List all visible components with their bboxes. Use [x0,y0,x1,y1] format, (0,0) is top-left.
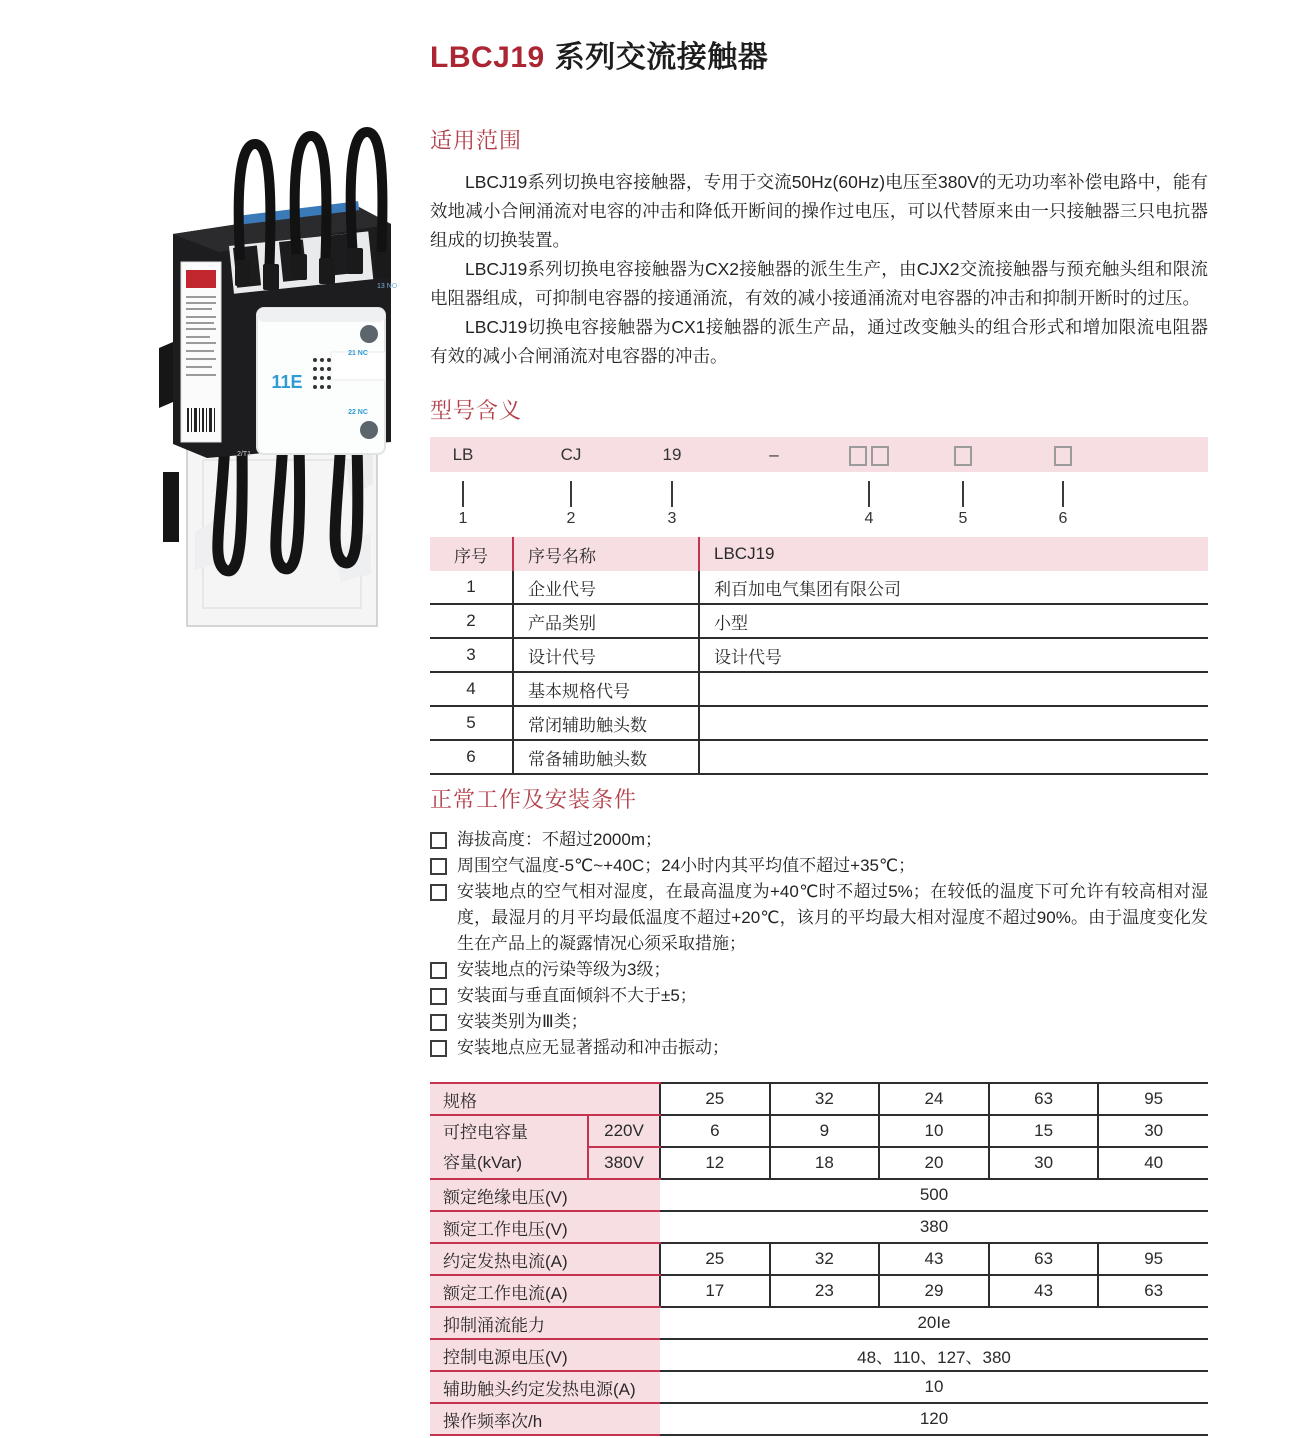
spec-label-capacity [430,1115,588,1179]
scope-paragraph-2: LBCJ19系列切换电容接触器为CX2接触器的派生生产，由CJX2交流接触器与预充触头组和限流电阻器组成，可抑制电容器的接通涌流，有效的减小接通涌流对电容器的冲击和抑制开断时的过压。 [430,259,1208,308]
table-row [430,740,1208,774]
spec-value: 20 [879,1147,989,1179]
model-code-banner [430,437,1208,472]
model-code-19: 19 [662,445,682,464]
spec-row-control-voltage [430,1339,1208,1371]
condition-text: 安装地点应无显著摇动和冲击振动； [457,1038,729,1057]
spec-value: 24 [879,1083,989,1115]
page-title-brand: LBCJ19 [430,41,545,74]
list-item [430,983,1208,1009]
tick-line [1062,481,1064,507]
spec-label: 辅助触头约定发热电源(A) [430,1371,660,1403]
cell-value [699,740,1208,774]
condition-text: 安装面与垂直面倾斜不大于±5； [457,986,697,1005]
cell-seq: 6 [430,740,513,774]
spec-value: 43 [879,1243,989,1275]
checkbox-icon [430,1014,447,1031]
panel-code-label: 11E [271,372,303,392]
condition-text: 周围空气温度-5℃~+40C；24小时内其平均值不超过+35℃； [457,856,916,875]
spec-sublabel: 380V [588,1147,660,1179]
spec-label: 约定发热电流(A) [430,1243,660,1275]
table-row [430,672,1208,706]
spec-label-line1: 可控电容量 [443,1123,528,1142]
spec-value: 18 [770,1147,880,1179]
cell-name: 设计代号 [513,638,699,672]
placeholder-box-icon [1052,437,1074,472]
condition-text: 安装地点的空气相对湿度，在最高温度为+40℃时不超过5%；在较低的温度下可允许有较高相对湿度，最湿月的月平均最低温度不超过+20℃，该月的平均最大相对湿度不超过90%。由于温度变化发生在产品上的凝露情况心须采取措施； [457,882,1208,953]
model-code-dash: – [769,445,779,464]
placeholder-box-pair-icon [847,437,891,472]
spec-value: 63 [989,1243,1099,1275]
page-title [430,32,768,76]
tick-line [570,481,572,507]
scale-number-2: 2 [566,510,576,527]
no-terminal-label: 13 NO [377,283,398,290]
col-header-seq: 序号 [430,537,513,571]
spec-label: 操作频率次/h [430,1403,660,1435]
contactor-illustration [145,112,417,664]
spec-label: 额定绝缘电压(V) [430,1179,660,1211]
cell-value: 小型 [699,604,1208,638]
list-item [430,1009,1208,1035]
scope-paragraph-3: LBCJ19切换电容接触器为CX1接触器的派生产品，通过改变触头的组合形式和增加限流电阻器有效的减小合闸涌流对电容器的冲击。 [430,317,1208,366]
spec-row-frequency [430,1403,1208,1435]
checkbox-icon [430,858,447,875]
spec-row-aux-current [430,1371,1208,1403]
spec-row-surge [430,1307,1208,1339]
scale-number-3: 3 [667,510,677,527]
cell-value: 利百加电气集团有限公司 [699,571,1208,604]
scale-number-1: 1 [458,510,468,527]
cell-name: 常闭辅助触头数 [513,706,699,740]
conditions-heading: 正常工作及安装条件 [430,787,638,812]
col-header-model: LBCJ19 [699,537,1208,571]
table-row [430,604,1208,638]
spec-value: 15 [989,1115,1099,1147]
spec-value: 120 [660,1403,1208,1435]
spec-label: 抑制涌流能力 [430,1307,660,1339]
checkbox-icon [430,962,447,979]
aux-bottom-label: 22 NC [348,409,368,416]
conditions-list [430,827,1208,1061]
spec-value: 63 [989,1083,1099,1115]
front-panel [257,308,385,454]
spec-value: 32 [770,1243,880,1275]
model-meaning-table [430,537,1208,775]
condition-text: 安装类别为Ⅲ类； [457,1012,588,1031]
list-item [430,853,1208,879]
table-row [430,638,1208,672]
spec-row-thermal-current [430,1243,1208,1275]
spec-row-working-voltage [430,1211,1208,1243]
spec-row-insulation [430,1179,1208,1211]
model-code-cj: CJ [560,445,582,464]
spec-label: 额定工作电压(V) [430,1211,660,1243]
table-row [430,706,1208,740]
cell-name: 企业代号 [513,571,699,604]
checkbox-icon [430,832,447,849]
product-photo [145,112,417,664]
spec-label-line2: 容量(kVar) [443,1153,523,1172]
brand-logo [186,270,216,288]
list-item [430,1035,1208,1061]
checkbox-icon [430,1040,447,1057]
scope-paragraph-1: LBCJ19系列切换电容接触器，专用于交流50Hz(60Hz)电压至380V的无功功率补偿电路中，能有效地减小合闸涌流对电容的冲击和降低开断间的操作过电压，可以代替原来由一只接触器三只电抗器组成的切换装置。 [430,172,1208,250]
tick-line [868,481,870,507]
cell-name: 基本规格代号 [513,672,699,706]
spec-label: 额定工作电流(A) [430,1275,660,1307]
spec-value: 10 [879,1115,989,1147]
cell-seq: 4 [430,672,513,706]
cell-seq: 1 [430,571,513,604]
tick-line [462,481,464,507]
spec-row-capacity-220 [430,1115,1208,1147]
spec-row-size [430,1083,1208,1115]
spec-value: 500 [660,1179,1208,1211]
spec-row-working-current [430,1275,1208,1307]
spec-value: 43 [989,1275,1099,1307]
spec-value: 20Ie [660,1307,1208,1339]
spec-value: 380 [660,1211,1208,1243]
spec-value: 23 [770,1275,880,1307]
spec-value: 12 [660,1147,770,1179]
spec-value: 9 [770,1115,880,1147]
model-heading: 型号含义 [430,398,523,423]
scope-paragraphs [430,168,1208,371]
checkbox-icon [430,884,447,901]
condition-text: 安装地点的污染等级为3级； [457,960,671,979]
cell-seq: 5 [430,706,513,740]
model-code-lb: LB [452,445,474,464]
list-item [430,879,1208,957]
spec-value: 32 [770,1083,880,1115]
spec-value: 95 [1098,1243,1208,1275]
checkbox-icon [430,988,447,1005]
spec-value: 17 [660,1275,770,1307]
spec-value: 95 [1098,1083,1208,1115]
list-item [430,957,1208,983]
cell-seq: 2 [430,604,513,638]
cell-value [699,672,1208,706]
condition-text: 海拔高度：不超过2000m； [457,830,662,849]
table-header-row [430,537,1208,571]
spec-value: 10 [660,1371,1208,1403]
spec-value: 29 [879,1275,989,1307]
spec-value: 40 [1098,1147,1208,1179]
aux-top-label: 21 NC [348,350,368,357]
scale-number-4: 4 [864,510,874,527]
scale-number-6: 6 [1058,510,1068,527]
spec-value: 30 [1098,1115,1208,1147]
side-label [181,262,221,442]
spec-value: 6 [660,1115,770,1147]
tick-line [962,481,964,507]
spec-value: 25 [660,1083,770,1115]
page-title-rest: 系列交流接触器 [554,41,769,74]
cell-name: 产品类别 [513,604,699,638]
tick-line [671,481,673,507]
spec-value: 63 [1098,1275,1208,1307]
spec-value: 30 [989,1147,1099,1179]
table-row [430,571,1208,604]
cell-value: 设计代号 [699,638,1208,672]
spec-label: 规格 [430,1083,660,1115]
col-header-name: 序号名称 [513,537,699,571]
spec-value: 48、110、127、380 [660,1339,1208,1371]
cell-seq: 3 [430,638,513,672]
scope-heading: 适用范围 [430,128,523,153]
spec-label: 控制电源电压(V) [430,1339,660,1371]
terminal-label: 2/T1 [237,451,252,458]
spec-value: 25 [660,1243,770,1275]
scale-number-5: 5 [958,510,968,527]
spec-table [430,1082,1208,1436]
list-item [430,827,1208,853]
cell-value [699,706,1208,740]
cell-name: 常备辅助触头数 [513,740,699,774]
spec-sublabel: 220V [588,1115,660,1147]
placeholder-box-icon [952,437,974,472]
model-scale [430,478,1208,534]
